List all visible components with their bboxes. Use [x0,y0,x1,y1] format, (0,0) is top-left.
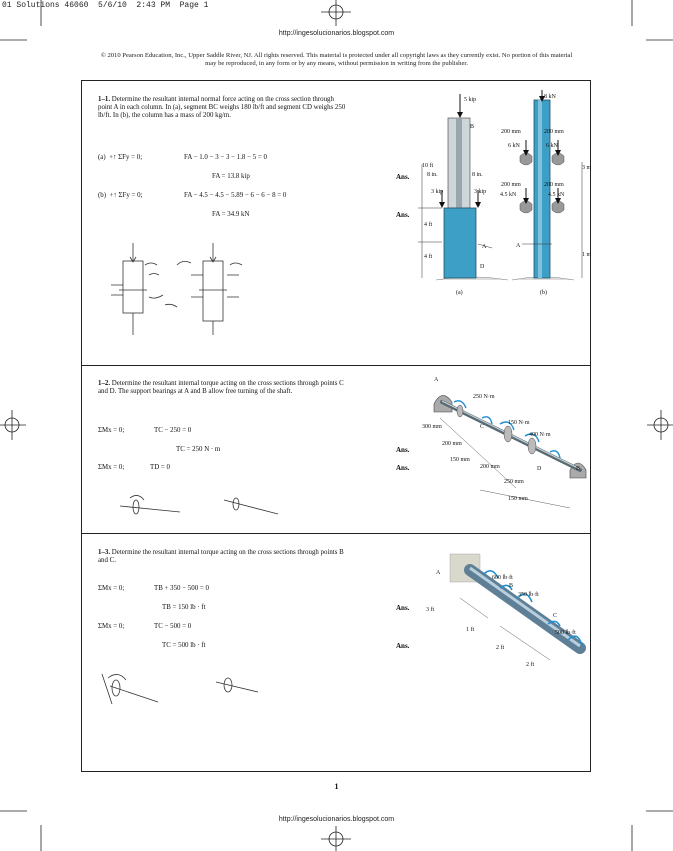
fig1-load-4.5kN-right: 4.5 kN [548,192,565,198]
fig2-label-B: B [576,466,581,472]
url-bottom: http://ingesolucionarios.blogspot.com [278,816,395,823]
fig1-dim-8in-right: 8 in. [472,172,483,178]
divider-1 [81,365,591,366]
url-top: http://ingesolucionarios.blogspot.com [278,30,395,37]
fig1-dim-200mm-3: 200 mm [501,182,521,188]
problem-1-3-number: 1–3. [98,549,111,556]
p1-eq-b-label: (b) +↑ ΣFy = 0; [98,192,143,199]
fig3-label-B: B [509,583,514,589]
p1-handwritten-sketch [105,235,285,345]
fig3-torque-600: 600 lb·ft [492,575,513,581]
fig3-torque-350: 350 lb·ft [518,592,539,598]
problem-1-1-number: 1–1. [98,96,111,103]
p3-result2: TC = 500 lb · ft [162,642,206,649]
p3-ans-1: Ans. [396,604,410,612]
p2-ans-2: Ans. [396,464,410,472]
fig1-b-label-A: A [516,243,521,249]
p2-handwritten-sketch [118,492,318,522]
fig3-label-A: A [436,570,441,576]
fig2-dim-150mm-a: 150 mm [450,457,470,463]
p3-handwritten-sketch [98,668,298,718]
p2-eq2: TD = 0 [150,464,170,471]
p1-eq-a: FA − 1.0 − 3 − 3 − 1.8 − 5 = 0 [184,154,267,161]
fig1-load-4.5kN-left: 4.5 kN [500,192,517,198]
fig3-dim-3ft: 3 ft [426,607,435,613]
p3-eq2-label: ΣMx = 0; [98,623,125,630]
page-number: 1 [334,782,339,791]
fig2-dim-250mm: 250 mm [504,479,524,485]
fig1-load-6kN-right: 6 kN [546,143,558,149]
problem-1-2-statement [98,380,348,396]
p2-eq2-label: ΣMx = 0; [98,464,125,471]
p3-eq1-label: ΣMx = 0; [98,585,125,592]
fig1-label-D: D [480,264,485,270]
fig2-torque-150: 150 N·m [508,420,530,426]
fig1-dim-4ft-1: 4 ft [424,222,433,228]
fig1-label-A: A [482,244,487,250]
fig2-label-D: D [537,466,542,472]
fig1-dim-200mm-1: 200 mm [501,129,521,135]
fig1-caption-a: (a) [456,290,463,296]
p2-ans-1: Ans. [396,446,410,454]
fig1-dim-3m: 3 m [582,165,592,171]
fig3-torque-500: 500 lb·ft [555,630,576,636]
fig1-dim-8in-left: 8 in. [427,172,438,178]
fig2-dim-150mm-b: 150 mm [508,496,528,502]
p3-result1: TB = 150 lb · ft [162,604,206,611]
p1-ans-b: Ans. [396,211,410,219]
p1-eq-a-label: (a) +↑ ΣFy = 0; [98,154,143,161]
p1-result-b: FA = 34.9 kN [212,211,250,218]
fig3-dim-2ft-b: 2 ft [526,662,535,668]
p1-ans-a: Ans. [396,173,410,181]
fig1-label-C: C [476,202,481,208]
fig1-dim-1m: 1 m [582,252,592,258]
fig3-label-C: C [553,613,558,619]
p1-eq-b: FA − 4.5 − 4.5 − 5.89 − 6 − 6 − 8 = 0 [184,192,287,199]
problem-1-1-text: Determine the resultant internal normal force acting on the cross section through point A in each column. In (a), segment BC weighs 180 lb/ft and segment CD weighs 250 lb/ft. In (b), the column has a mass of 200 kg/m. [98,96,346,120]
fig2-label-C: C [480,424,485,430]
fig2-torque-250: 250 N·m [473,394,495,400]
fig1-dim-10ft: 10 ft [422,163,434,169]
fig1-label-B: B [470,124,475,130]
fig1-caption-b: (b) [540,290,547,296]
problem-1-2-text: Determine the resultant internal torque acting on the cross sections through points C and D. The support bearings at A and B allow free turning of the shaft. [98,380,344,396]
fig2-torque-400: 400 N·m [529,432,551,438]
fig1-load-3kip-left: 3 kip [431,189,444,195]
p3-eq2: TC − 500 = 0 [154,623,192,630]
fig1-load-3kip-right: 3 kip [474,189,487,195]
fig2-dim-200mm-a: 200 mm [442,441,462,447]
p3-figure [440,548,600,668]
fig1-load-a: 5 kip [464,97,477,103]
p2-result1: TC = 250 N · m [176,446,221,453]
problem-1-3-statement [98,549,348,565]
fig1-dim-200mm-2: 200 mm [544,129,564,135]
column-a [418,94,508,280]
fig1-dim-4ft-2: 4 ft [424,254,433,260]
p3-ans-2: Ans. [396,642,410,650]
p2-eq1-label: ΣMx = 0; [98,427,125,434]
copyright-notice: © 2010 Pearson Education, Inc., Upper Saddle River, NJ. All rights reserved. This material is protected under all copyright laws as they currently exist. No portion of this material may be reproduced, in any form or by any means, without permission in writing from the publisher. [100,52,573,68]
fig2-label-A: A [434,377,439,383]
fig3-dim-2ft-a: 2 ft [496,645,505,651]
fig1-load-6kN-left: 6 kN [508,143,520,149]
file-header: 01 Solutions 46060 5/6/10 2:43 PM Page 1 [2,1,209,10]
problem-1-1-statement [98,96,348,121]
p2-eq1: TC − 250 = 0 [154,427,192,434]
problem-1-2-number: 1–2. [98,380,111,387]
fig2-dim-200mm-b: 200 mm [480,464,500,470]
fig3-dim-1ft: 1 ft [466,627,475,633]
p3-eq1: TB + 350 − 500 = 0 [154,585,209,592]
problem-1-3-text: Determine the resultant internal torque acting on the cross sections through points B and C. [98,549,344,565]
fig1-dim-200mm-4: 200 mm [544,182,564,188]
divider-2 [81,533,591,534]
fig1-load-b: 8 kN [544,94,556,100]
p1-result-a: FA = 13.8 kip [212,173,250,180]
fig2-dim-300mm: 300 mm [422,424,442,430]
